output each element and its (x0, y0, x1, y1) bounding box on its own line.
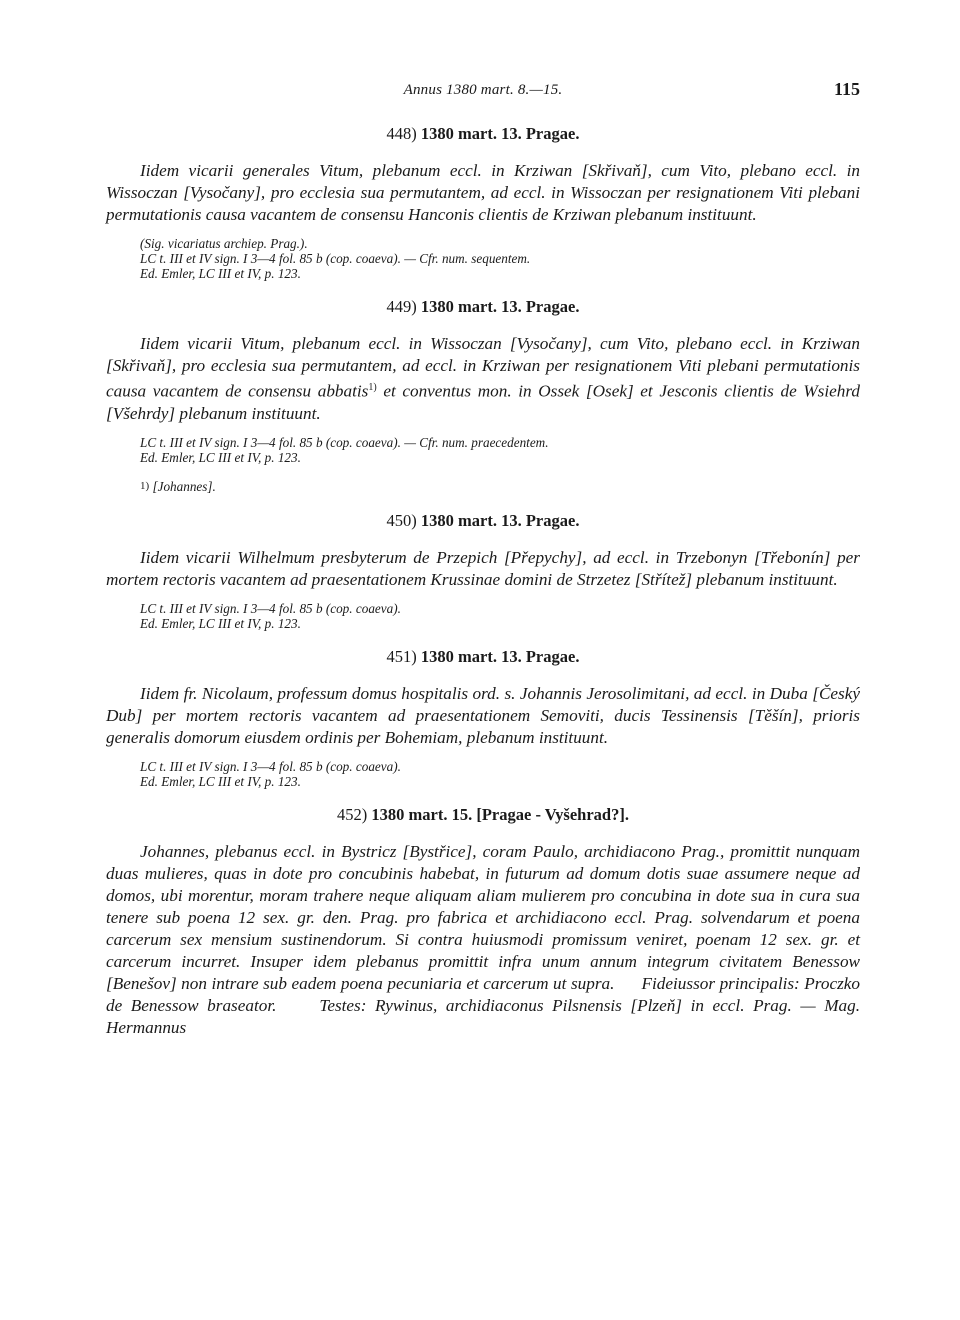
entry-heading (106, 124, 860, 144)
entry-date: 1380 mart. 13. Pragae. (420, 124, 580, 143)
entry-text-part: et conventus mon. in Ossek [Osek] et Jesconis clientis de Wsiehrd [Všehrdy] plebanum instituunt. (106, 381, 860, 423)
entry-text: Iidem vicarii generales Vitum, plebanum eccl. in Krziwan [Skřivaň], cum Vito, plebano eccl. in Wissoczan [Vysočany], pro ecclesia sua permutantem, ad eccl. in Wissoczan per resignationem Viti plebani permutationis causa vacantem de consensu Hanconis clientis de Krziwan plebanum instituunt. (106, 161, 860, 224)
entry-number: 449) (386, 297, 417, 316)
entry-451 (106, 647, 860, 789)
entry-heading (106, 511, 860, 531)
apparatus-line: LC t. III et IV sign. I 3—4 fol. 85 b (cop. coaeva). (140, 758, 401, 774)
entry-449 (106, 297, 860, 495)
entry-heading (106, 297, 860, 317)
apparatus-line: Ed. Emler, LC III et IV, p. 123. (140, 266, 301, 281)
apparatus-line: LC t. III et IV sign. I 3—4 fol. 85 b (cop. coaeva). — Cfr. num. praecedentem. (140, 434, 549, 450)
running-title: Annus 1380 mart. 8.—15. (403, 82, 563, 98)
entry-date: 1380 mart. 13. Pragae. (420, 510, 580, 530)
apparatus (106, 601, 860, 631)
apparatus (106, 759, 860, 789)
entry-number: 451) (386, 646, 417, 666)
apparatus-line: (Sig. vicariatus archiep. Prag.). (140, 236, 308, 251)
apparatus (106, 435, 860, 465)
entry-text: Johannes, plebanus eccl. in Bystricz [Bystřice], coram Paulo, archidiacono Prag., promittit nunquam duas mulieres, quas in dote pro concubinis habebat, in futurum ad domum dotis suae assumere neque ad domos, ubi morentur, moram trahere neque aliquam aliam mulierem pro concubina in dote sua in cura sua tenere sub poena 12 sex. gr. den. Prag. pro fabrica et archidiacono eccl. Prag. solvendarum et poena carcerum sex mensium sustinendorum. Si contra huiusmodi promissum veniret, poenam 12 sex. gr. et carcerum incurret. Insuper idem plebanus promittit infra unum annum integrum civitatem Benessow [Benešov] non intrare sub eadem poena pecuniaria et carcerum ut supra. Fideiussor principalis: Proczko de Benessow braseator. Testes: Rywinus, archidiaconus Pilsnensis [Plzeň] in eccl. Prag. — Mag. Hermannus (106, 841, 865, 1037)
entry-450 (106, 511, 860, 631)
entry-text (106, 333, 860, 425)
apparatus-line: Ed. Emler, LC III et IV, p. 123. (140, 773, 301, 789)
entry-text-part: Iidem vicarii Vitum, plebanum eccl. in Wissoczan [Vysočany], cum Vito, plebano eccl. in Krziwan [Skřivaň], pro ecclesia sua permutantem, ad eccl. in Krziwan per resignationem Viti plebani permutationis causa vacantem de consensu abbatis (106, 334, 860, 401)
entry-date: 1380 mart. 13. Pragae. (420, 646, 580, 666)
apparatus-line: Ed. Emler, LC III et IV, p. 123. (140, 615, 301, 631)
apparatus-line: LC t. III et IV sign. I 3—4 fol. 85 b (cop. coaeva). (140, 600, 401, 616)
entry-number: 450) (386, 510, 417, 530)
entry-number: 448) (386, 124, 417, 143)
footnote-mark: 1) (140, 479, 150, 492)
entry-date: 1380 mart. 15. [Pragae - Vyšehrad?]. (371, 804, 629, 824)
apparatus (106, 236, 860, 281)
entry-text: Iidem vicarii Wilhelmum presbyterum de Przepich [Přepychy], ad eccl. in Trzebonyn [Třebonín] per mortem rectoris vacantem ad praesentationem Krussinae domini de Strzetez [Střítež] plebanum instituunt. (106, 547, 860, 589)
entry-date: 1380 mart. 13. Pragae. (420, 297, 580, 316)
footnote-text: [Johannes]. (152, 478, 216, 494)
apparatus-line: LC t. III et IV sign. I 3—4 fol. 85 b (cop. coaeva). — Cfr. num. sequentem. (140, 251, 531, 266)
entry-heading (106, 647, 860, 667)
entry-448 (106, 124, 860, 281)
entry-number: 452) (337, 804, 368, 824)
entry-452 (106, 804, 865, 1039)
apparatus-line: Ed. Emler, LC III et IV, p. 123. (140, 449, 301, 465)
footnote-reference: 1) (368, 382, 377, 393)
running-header (106, 76, 860, 108)
entry-heading (106, 805, 860, 825)
entry-text: Iidem fr. Nicolaum, professum domus hospitalis ord. s. Johannis Jerosolimitani, ad eccl. in Duba [Český Dub] per mortem rectoris vacantem ad praesentationem Semoviti, ducis Tessinensis [Těšín], prioris generalis domorum eiusdem ordinis per Bohemiam, plebanum instituunt. (106, 683, 860, 747)
page-number: 115 (833, 79, 860, 99)
footnote (106, 479, 860, 495)
